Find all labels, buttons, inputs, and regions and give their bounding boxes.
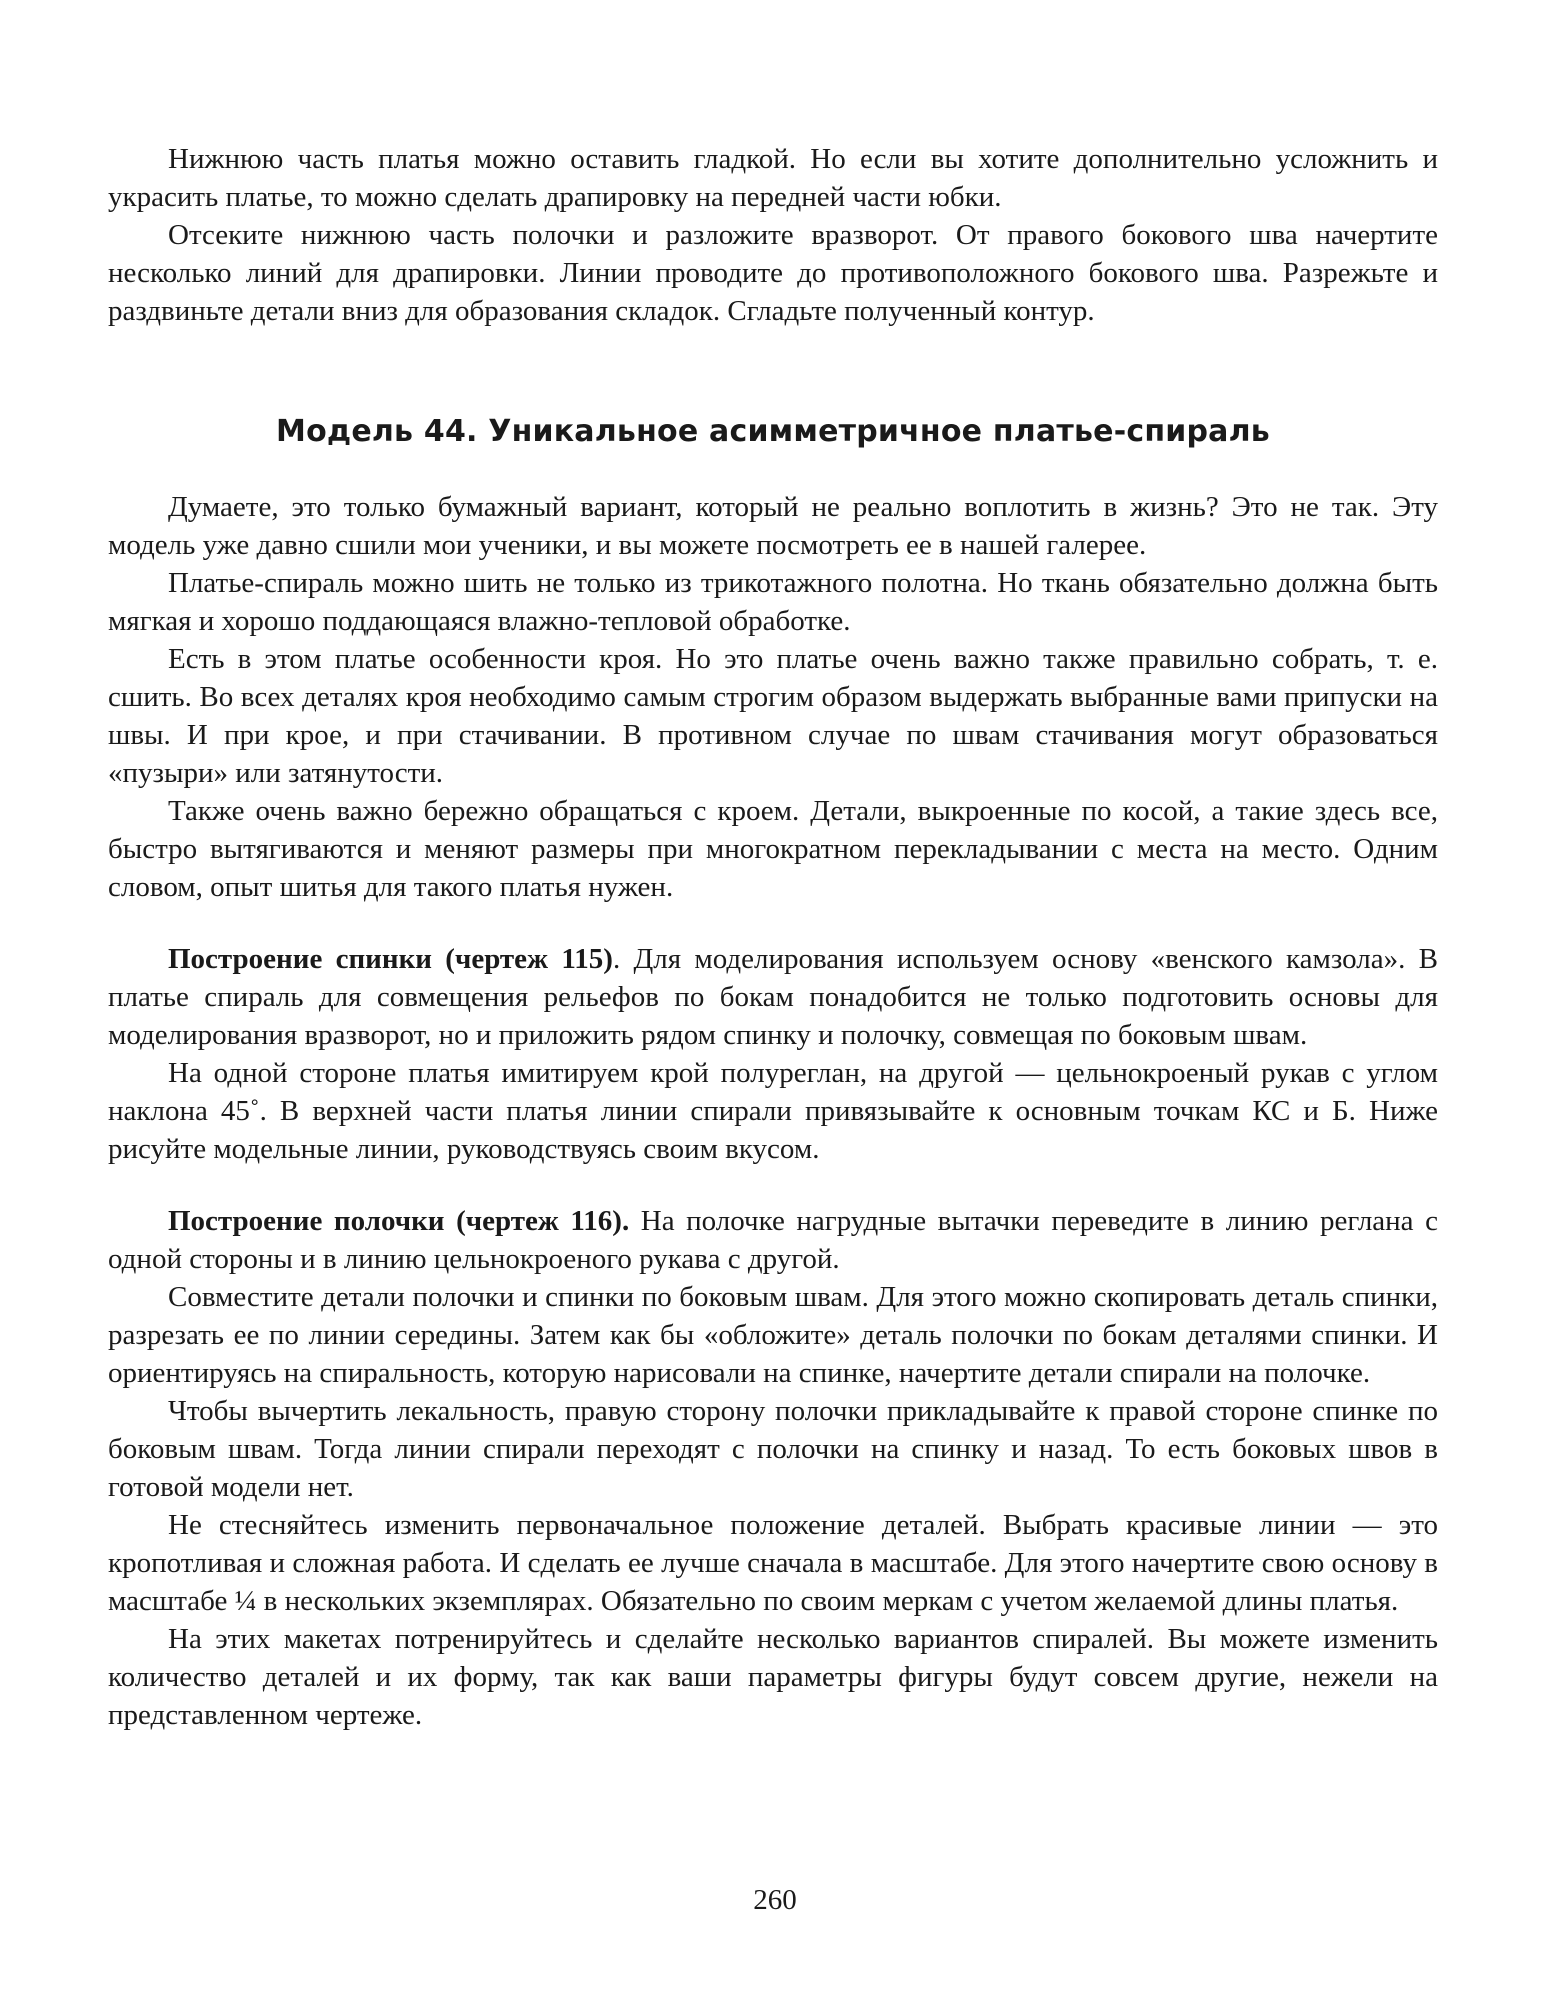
spacer [108, 906, 1438, 940]
section1-paragraph-3: Есть в этом платье особенности кроя. Но это платье очень важно также правильно собрать, т. е. сшить. Во всех деталях кроя необходимо самым строгим образом выдержать выбранные вами припуски на швы. И при крое, и при стачивании. В противном случае по швам стачивания могут образоваться «пузыри» или затянутости. [108, 643, 1438, 789]
back-construction-lead: Построение спинки (чертеж 115) [168, 943, 613, 975]
spacer [108, 1168, 1438, 1202]
back-construction-paragraph [108, 940, 1438, 1054]
front-construction-paragraph-4: Не стесняйтесь изменить первоначальное положение деталей. Выбрать красивые линии — это кропотливая и сложная работа. И сделать ее лучше сначала в масштабе. Для этого начертите свою основу в масштабе ¼ в нескольких экземплярах. Обязательно по своим меркам с учетом желаемой длины платья. [108, 1509, 1438, 1617]
section-heading: Модель 44. Уникальное асимметричное платье-спираль [276, 414, 1270, 449]
front-construction-lead: Построение полочки (чертеж 116). [168, 1205, 630, 1237]
section1-paragraph-4: Также очень важно бережно обращаться с кроем. Детали, выкроенные по косой, а такие здесь все, быстро вытягиваются и меняют размеры при многократном перекладывании с места на место. Одним словом, опыт шитья для такого платья нужен. [108, 795, 1438, 903]
page-number: 260 [753, 1884, 797, 1916]
section1-paragraph-1: Думаете, это только бумажный вариант, который не реально воплотить в жизнь? Это не так. Эту модель уже давно сшили мои ученики, и вы можете посмотреть ее в нашей галерее. [108, 491, 1438, 561]
front-construction-paragraph-2: Совместите детали полочки и спинки по боковым швам. Для этого можно скопировать деталь спинки, разрезать ее по линии середины. Затем как бы «обложите» деталь полочки по бокам деталями спинки. И ориентируясь на спиральность, которую нарисовали на спинке, начертите детали спирали на полочке. [108, 1281, 1438, 1389]
front-construction-paragraph-5: На этих макетах потренируйтесь и сделайте несколько вариантов спиралей. Вы можете изменить количество деталей и их форму, так как ваши параметры фигуры будут совсем другие, нежели на представленном чертеже. [108, 1623, 1438, 1731]
intro-paragraph-1: Нижнюю часть платья можно оставить гладкой. Но если вы хотите дополнительно усложнить и украсить платье, то можно сделать драпировку на передней части юбки. [108, 143, 1438, 213]
front-construction-paragraph [108, 1202, 1438, 1278]
spacer [108, 330, 1438, 412]
front-construction-paragraph-3: Чтобы вычертить лекальность, правую сторону полочки прикладывайте к правой стороне спинке по боковым швам. Тогда линии спирали переходят с полочки на спинку и назад. То есть боковых швов в готовой модели нет. [108, 1395, 1438, 1503]
back-construction-text: . Для моделирования используем основу «венского камзола». В платье спираль для совмещения рельефов по бокам понадобится не только подготовить основы для моделирования вразворот, но и приложить рядом спинку и полочку, совмещая по боковым швам. [108, 943, 1438, 1051]
back-construction-paragraph-2: На одной стороне платья имитируем крой полуреглан, на другой — цельнокроеный рукав с углом наклона 45˚. В верхней части платья линии спирали привязывайте к основным точкам КС и Б. Ниже рисуйте модельные линии, руководствуясь своим вкусом. [108, 1057, 1438, 1165]
page-body [108, 140, 1438, 1734]
intro-paragraph-2: Отсеките нижнюю часть полочки и разложите вразворот. От правого бокового шва начертите несколько линий для драпировки. Линии проводите до противоположного бокового шва. Разрежьте и раздвиньте детали вниз для образования складок. Сгладьте полученный контур. [108, 219, 1438, 327]
section1-paragraph-2: Платье-спираль можно шить не только из трикотажного полотна. Но ткань обязательно должна быть мягкая и хорошо поддающаяся влажно-тепловой обработке. [108, 567, 1438, 637]
spacer [108, 452, 1438, 488]
front-construction-text: На полочке нагрудные вытачки переведите в линию реглана с одной стороны и в линию цельнокроеного рукава с другой. [108, 1205, 1438, 1275]
